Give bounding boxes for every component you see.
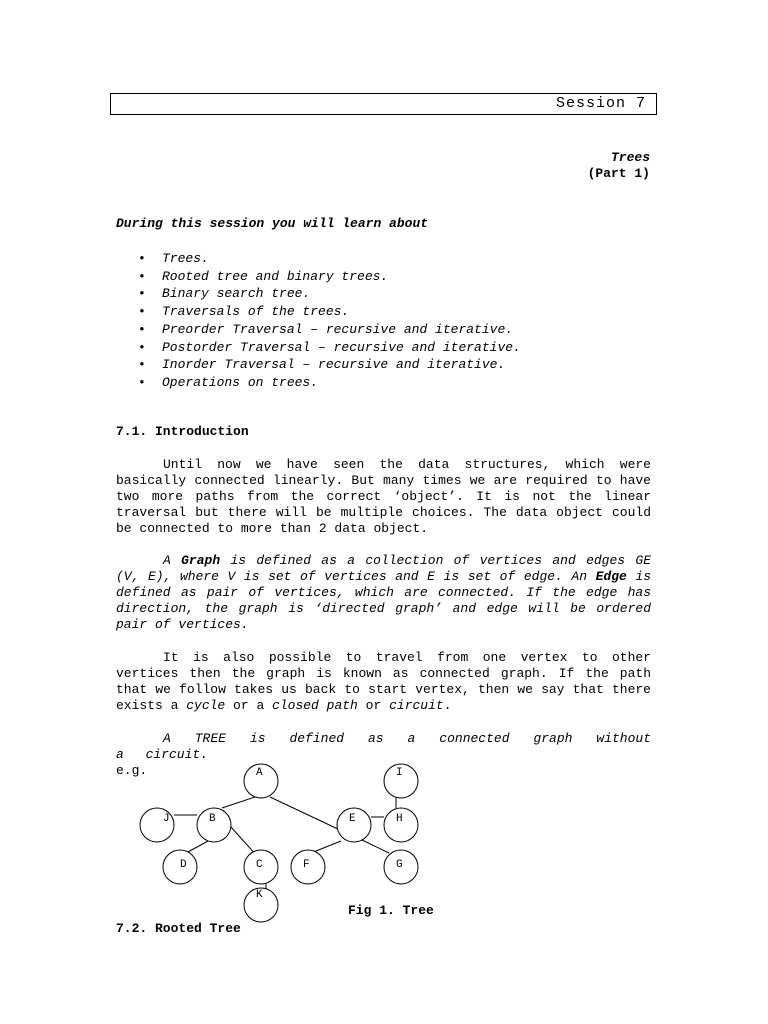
list-item: • Traversals of the trees. (116, 303, 521, 321)
list-item: • Trees. (116, 250, 521, 268)
node-label-g: G (396, 859, 403, 871)
list-item: • Binary search tree. (116, 285, 521, 303)
term-circuit: circuit (389, 698, 444, 714)
term-closed-path: closed path (272, 698, 358, 714)
node-label-b: B (209, 813, 216, 825)
list-item: • Inorder Traversal – recursive and iterative. (116, 356, 521, 374)
node-label-d: D (180, 859, 187, 871)
node-label-j: J (163, 813, 170, 825)
edge-e-g (362, 840, 389, 853)
term-cycle: cycle (186, 698, 226, 714)
edge-b-d (186, 840, 210, 853)
node-label-f: F (303, 859, 310, 871)
section-heading-introduction: 7.1. Introduction (116, 424, 249, 439)
graph-definition-paragraph: A Graph is defined as a collection of vertices and edges GE (V, E), where V is set of vertices and E is set of edge. An Edge is defined as pair of vertices, which are connected. If the edge has direction, the graph is ‘directed graph’ and edge will be ordered pair of vertices. (116, 553, 652, 633)
node-label-a: A (256, 767, 263, 779)
list-item: • Rooted tree and binary trees. (116, 268, 521, 286)
term-edge: Edge (595, 569, 627, 585)
list-item: • Preorder Traversal – recursive and iterative. (116, 321, 521, 339)
connected-graph-paragraph: It is also possible to travel from one vertex to other vertices then the graph is known as connected graph. If the path that we follow takes us back to start vertex, then we say that there exists a cycle or a closed path or circuit. (116, 650, 651, 714)
node-label-k: K (256, 889, 263, 901)
edge-a-e (270, 797, 340, 830)
chapter-part: (Part 1) (587, 166, 650, 181)
list-item: • Postorder Traversal – recursive and iterative. (116, 339, 521, 357)
tree-definition-paragraph: A TREE is defined as a connected graph without a circuit. (116, 731, 651, 763)
figure-caption: Fig 1. Tree (348, 903, 434, 918)
node-label-c: C (256, 859, 263, 871)
learn-heading: During this session you will learn about (116, 216, 429, 231)
section-heading-rooted-tree: 7.2. Rooted Tree (116, 921, 241, 936)
node-label-i: I (396, 767, 403, 779)
example-label: e.g. (116, 763, 148, 778)
node-label-e: E (349, 813, 356, 825)
intro-paragraph-1: Until now we have seen the data structures, which were basically connected linearly. But many times we are required to have two more paths from the correct ‘object’. It is not the linear traversal but there will be multiple choices. The data object could be connected to more than 2 data object. (116, 457, 651, 537)
term-graph: Graph (181, 553, 221, 568)
chapter-title: Trees (610, 150, 650, 165)
node-label-h: H (396, 813, 403, 825)
session-label: Session 7 (555, 95, 646, 112)
list-item: • Operations on trees. (116, 374, 521, 392)
